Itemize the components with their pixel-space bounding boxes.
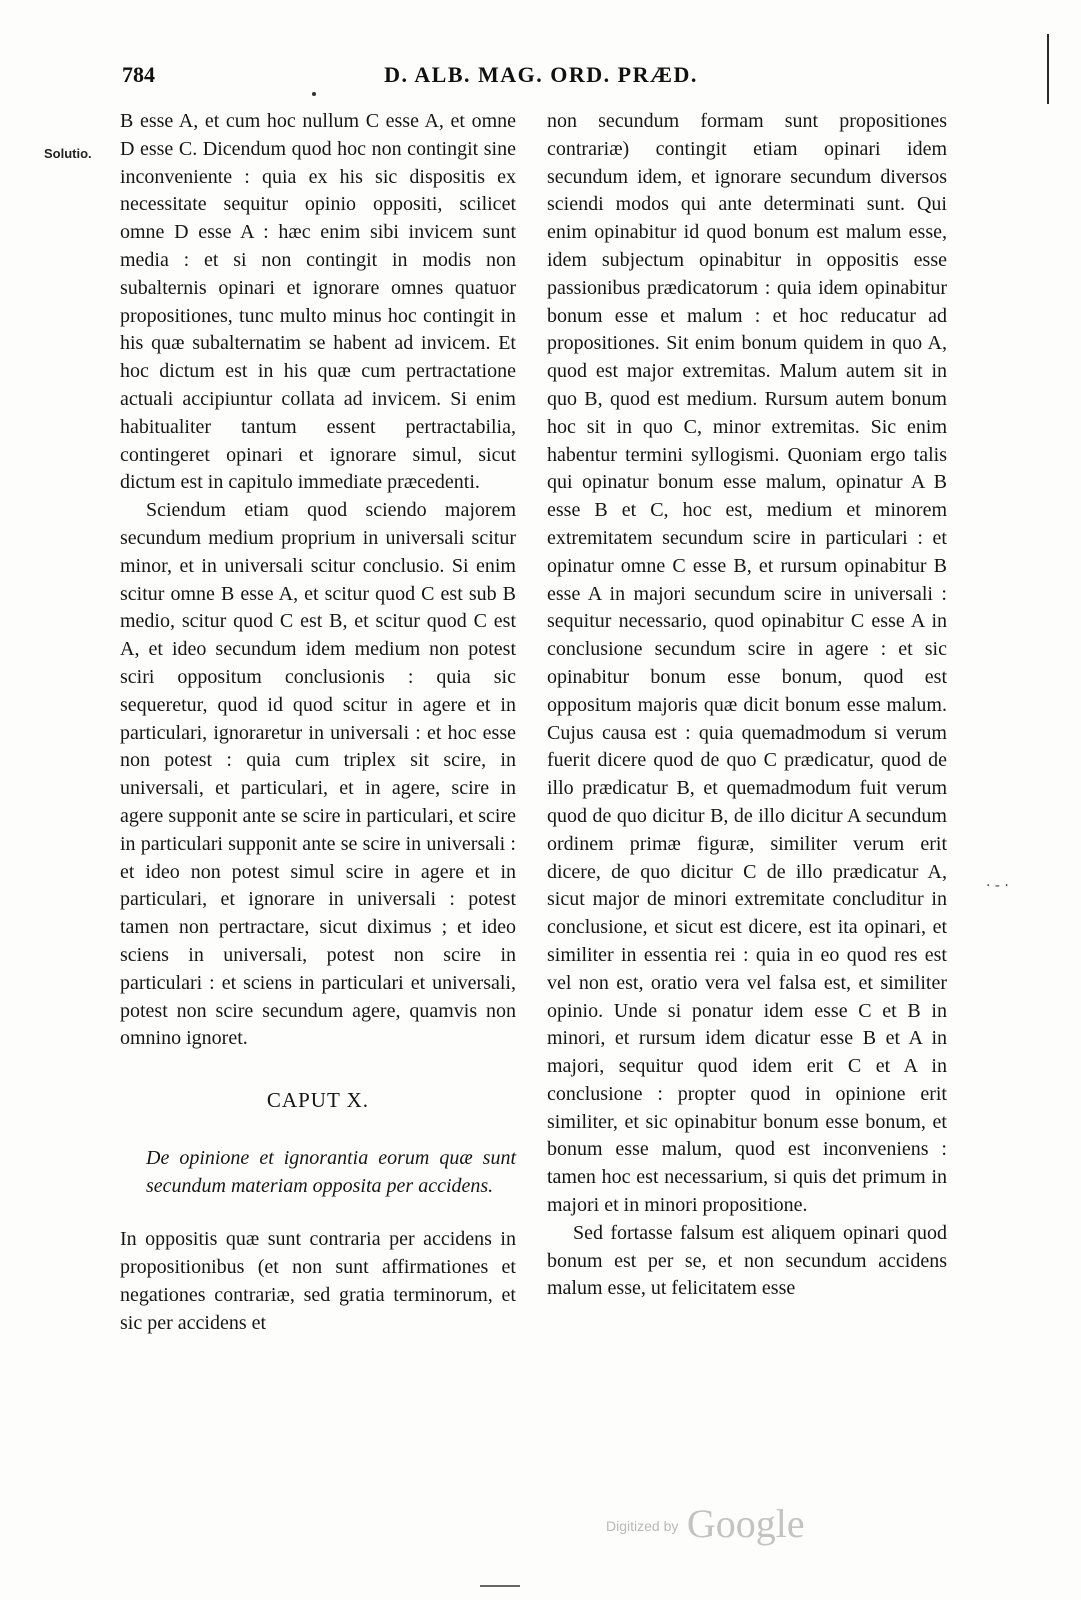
right-paragraph-1: non secundum formam sunt propositiones contrariæ) contingit etiam opinari idem secundum idem, et ignorare secundum diversos sciendi modos qui ante determinati sunt. Qui enim opinabitur id quod bonum est malum esse, idem subjectum opinabitur in oppositis esse passionibus prædicatorum : quia idem opinabitur bonum esse et malum : et hoc reducatur ad propositiones. Sit enim bonum quidem in quo A, quod est major extremitas. Malum autem sit in quo B, quod est medium. Rursum autem bonum hoc sit in quo C, minor extremitas. Sic enim habentur termini syllogismi. Quoniam ergo talis qui opinatur bonum esse malum, opinatur A B esse B et C, hoc est, medium et minorem extremitatem secundum scire in particulari : et opinatur omne C esse B, et rursum opinabitur B esse A in majori secundum scire in universali : sequitur necessario, quod opinabitur C esse A in conclusione secundum scire in agere : et sic opinabitur bonum esse bonum, quod est oppositum majoris quæ dicit bonum esse malum. Cujus causa est : quia quemadmodum si verum fuerit dicere quod de quo C prædicatur, quod de illo prædicatur B, et quemadmodum fuit verum quod de quo dicitur B, de illo dicitur A secundum ordinem primæ figuræ, similiter verum erit dicere, de quo dicitur C de illo prædicatur A, sicut major de minori extremitate concluditur in conclusione, et sicut est dicere, est ita opinari, et similiter in essentia rei : quia in eo quod res est vel non est, oratio vera vel falsa est, et similiter opinio. Unde si ponatur idem esse C et B in minori, et rursum idem dicatur esse B et A in majori, sequitur quod idem erit C et A in conclusione : propter quod in opinione erit similiter, et sic opinabitur bonum esse bonum, et bonum esse malum, quod est inconveniens : tamen hoc est necessarium, si quis det primum in majori et in minori propositione.	[547, 110, 947, 1217]
margin-note-solutio: Solutio.	[44, 146, 92, 161]
watermark-prefix: Digitized by	[606, 1518, 679, 1534]
page-header	[116, 58, 966, 90]
stray-dots: · - ·	[986, 878, 1009, 894]
left-column	[120, 108, 516, 1338]
left-paragraph-3: In oppositis quæ sunt contraria per accidens in propositionibus (et non sunt affirmationes et negationes contrariæ, sed gratia terminorum, et sic per accidens et	[120, 1228, 516, 1334]
right-paragraph-2: Sed fortasse falsum est aliquem opinari quod bonum est per se, et non secundum accidens malum esse, ut felicitatem esse	[547, 1221, 947, 1300]
chapter-title: CAPUT X.	[266, 1088, 370, 1113]
left-paragraph-2: Sciendum etiam quod sciendo majorem secundum medium proprium in universali scitur minor, et in universali scitur conclusio. Si enim scitur omne B esse A, et scitur quod C est sub B medio, scitur quod C est B, et scitur quod C est A, et ideo secundum idem medium non potest sciri oppositum conclusionis : quia sic sequeretur, quod id quod scitur in agere et in particulari, ignoraretur in universali : et hoc esse non potest : quia cum triplex sit scire, in universali, et particulari, et in agere, scire in agere supponit ante se scire in particulari, et scire in particulari supponit ante se scire in universali : et ideo non potest simul scire in agere et in particulari, et ignorare in universali : potest tamen non pertractare, sicut diximus ; et ideo sciens in universali, potest non scire in particulari : et sciens in particulari et universali, potest non scire secundum agere, quamvis non omnino ignoret.	[120, 499, 516, 1050]
digitized-watermark	[606, 1500, 805, 1547]
bottom-mark	[480, 1585, 520, 1587]
right-column	[547, 108, 947, 1303]
running-head: D. ALB. MAG. ORD. PRÆD.	[384, 62, 698, 87]
watermark-brand: Google	[686, 1501, 805, 1546]
left-paragraph-1: B esse A, et cum hoc nullum C esse A, et omne D esse C. Dicendum quod hoc non contingit sine inconveniente : quia ex his sic dispositis ex necessitate sequitur opinio oppositi, scilicet omne D esse A : hæc enim sibi invicem sunt media : et si non contingit in modis non subalternis opinari et ignorare omnes quatuor propositiones, tunc multo minus hoc contingit in his quæ subalternatim se habent ad invicem. Et hoc dictum est in his quæ cum pertractatione actuali accipiuntur collata ad invicem. Si enim habitualiter tantum essent pertractabilia, contingeret opinari et ignorare simul, sicut dictum est in capitulo immediate præcedenti.	[120, 110, 516, 494]
page-number: 784	[122, 62, 155, 87]
scan-edge-line	[1047, 34, 1049, 104]
chapter-subtitle: De opinione et ignorantia eorum quæ sunt secundum materiam opposita per accidens.	[146, 1146, 516, 1197]
ink-speck	[312, 92, 316, 96]
